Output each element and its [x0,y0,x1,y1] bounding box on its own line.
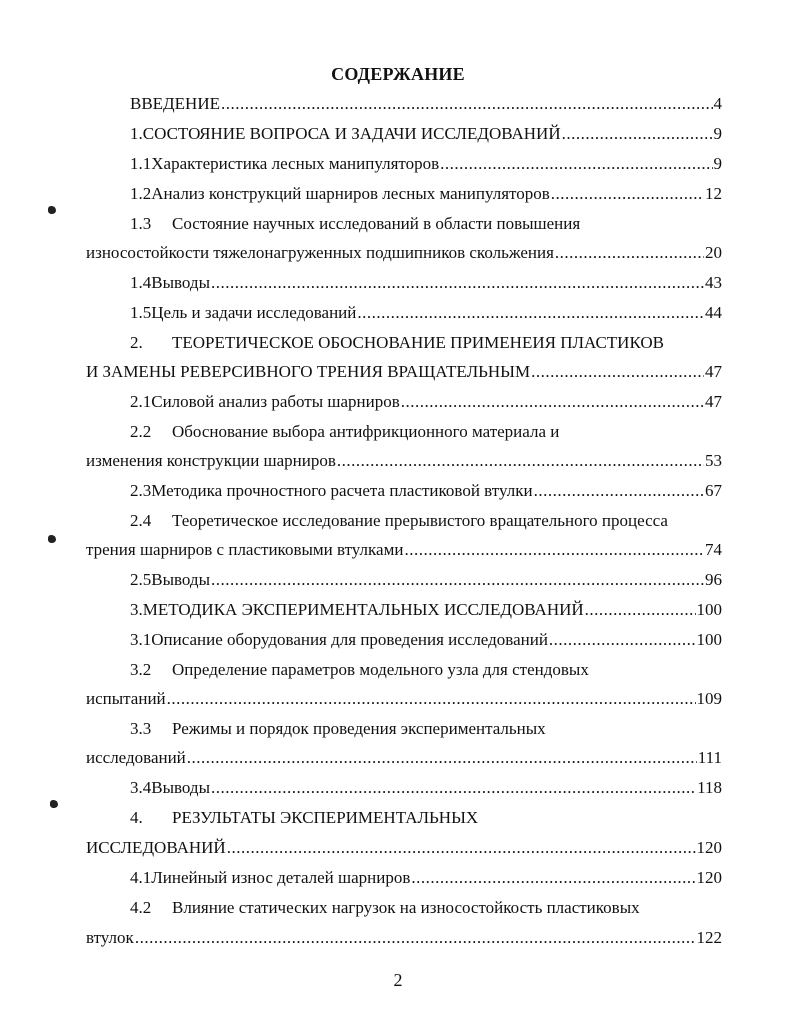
toc-entry-number: 3.1 [130,630,152,649]
leader-dots [411,868,695,888]
leader-dots [404,540,704,560]
toc-entry-text: Линейный износ деталей шарниров [151,868,411,887]
toc-entry-page: 120 [696,868,722,887]
toc-entry-number: 3.3 [130,719,152,738]
toc-entry-number: 1. [130,124,143,143]
leader-dots [534,481,704,501]
leader-dots [531,362,704,382]
toc-entry-page: 12 [705,184,722,203]
toc-entry-page: 100 [696,630,722,649]
toc-entry[interactable] [130,124,722,144]
toc-entry[interactable] [130,214,580,234]
toc-entry-text: Теоретическое исследование прерывистого вращательного процесса [172,511,668,530]
toc-entry-text: Методика прочностного расчета пластиковой втулки [151,481,533,500]
toc-entry-text: Характеристика лесных манипуляторов [151,154,440,173]
toc-entry-number: 1.1 [130,154,152,173]
toc-entry-page: 47 [705,392,722,411]
toc-entry-text: Выводы [151,778,211,797]
toc-entry-number: 2. [130,333,143,352]
toc-entry-text: РЕЗУЛЬТАТЫ ЭКСПЕРИМЕНТАЛЬНЫХ [172,808,479,827]
toc-entry-text: Силовой анализ работы шарниров [151,392,400,411]
toc-entry-page: 43 [705,273,722,292]
toc-entry-text: Влияние статических нагрузок на износостойкость пластиковых [172,898,640,917]
toc-entry-number: 4.2 [130,898,152,917]
toc-entry-text: ТЕОРЕТИЧЕСКОЕ ОБОСНОВАНИЕ ПРИМЕНЕИЯ ПЛАСТИКОВ [172,333,664,352]
toc-entry[interactable] [130,868,722,888]
toc-entry-continuation[interactable] [86,689,722,709]
toc-entry-page: 118 [697,778,722,797]
page-number: 2 [393,970,403,990]
toc-entry[interactable] [130,333,664,353]
toc-entry-text: Режимы и порядок проведения экспериментальных [172,719,546,738]
toc-entry-page: 109 [696,689,722,708]
toc-entry-number: 2.2 [130,422,152,441]
toc-entry-text: исследований [86,748,186,767]
leader-dots [211,273,704,293]
toc-entry-text: Анализ конструкций шарниров лесных манипуляторов [151,184,550,203]
toc-entry[interactable] [130,184,722,204]
toc-entry-continuation[interactable] [86,748,722,768]
toc-entry-text: Выводы [151,273,211,292]
toc-entry-number: 1.3 [130,214,152,233]
leader-dots [551,184,704,204]
toc-entry[interactable] [130,94,722,114]
toc-entry[interactable] [130,481,722,501]
toc-entry-number: 1.4 [130,273,152,292]
toc-entry-text: изменения конструкции шарниров [86,451,336,470]
toc-entry-page: 4 [713,94,722,113]
toc-entry-text: износостойкости тяжелонагруженных подшипников скольжения [86,243,554,262]
toc-entry[interactable] [130,630,722,650]
leader-dots [211,570,704,590]
scan-speck [48,535,56,543]
toc-entry-text: Описание оборудования для проведения исследований [151,630,548,649]
toc-entry-continuation[interactable] [86,451,722,471]
toc-entry-page: 96 [705,570,722,589]
leader-dots [337,451,704,471]
toc-entry[interactable] [130,719,546,739]
toc-entry[interactable] [130,570,722,590]
toc-entry-page: 100 [696,600,722,619]
toc-entry[interactable] [130,511,668,531]
toc-entry-number: 2.1 [130,392,152,411]
toc-entry-continuation[interactable] [86,243,722,263]
leader-dots [167,689,696,709]
toc-entry-page: 53 [705,451,722,470]
toc-entry[interactable] [130,154,722,174]
toc-entry-number: 1.2 [130,184,152,203]
toc-entry[interactable] [130,600,722,620]
toc-entry-text: Состояние научных исследований в области повышения [172,214,581,233]
toc-entry-page: 120 [696,838,722,857]
leader-dots [211,778,696,798]
toc-title: СОДЕРЖАНИЕ [331,64,465,84]
toc-entry-text: Обоснование выбора антифрикционного материала и [172,422,560,441]
leader-dots [357,303,704,323]
leader-dots [135,928,696,948]
scan-speck [50,800,58,808]
toc-entry-continuation[interactable] [86,540,722,560]
toc-entry-page: 9 [713,154,722,173]
toc-entry-number: 3.2 [130,660,152,679]
toc-entry-number: 4. [130,808,143,827]
toc-entry-number: 2.5 [130,570,152,589]
toc-entry[interactable] [130,273,722,293]
toc-entry-text: ИССЛЕДОВАНИЙ [86,838,226,857]
leader-dots [549,630,696,650]
toc-entry-page: 74 [705,540,722,559]
toc-entry-text: Цель и задачи исследований [151,303,357,322]
toc-entry-page: 47 [705,362,722,381]
toc-entry-number: 3. [130,600,143,619]
toc-entry-continuation[interactable] [86,362,722,382]
toc-entry-number: 1.5 [130,303,152,322]
toc-entry-number: 2.4 [130,511,152,530]
leader-dots [221,94,713,114]
toc-entry-continuation[interactable] [86,928,722,948]
toc-entry[interactable] [130,392,722,412]
toc-entry-number: 3.4 [130,778,152,797]
toc-entry-number: 4.1 [130,868,152,887]
leader-dots [227,838,696,858]
toc-entry-text: втулок [86,928,134,947]
toc-entry-text: Определение параметров модельного узла для стендовых [172,660,589,679]
toc-entry-number: 2.3 [130,481,152,500]
toc-entry-page: 111 [697,748,722,767]
toc-entry-text: испытаний [86,689,166,708]
toc-entry-page: 122 [696,928,722,947]
toc-entry[interactable] [130,422,559,442]
toc-entry[interactable] [130,898,640,918]
leader-dots [562,124,713,144]
leader-dots [555,243,704,263]
toc-entry-page: 44 [705,303,722,322]
toc-entry-page: 67 [705,481,722,500]
toc-entry-continuation[interactable] [86,838,722,858]
toc-entry[interactable] [130,778,722,798]
toc-entry-page: 9 [713,124,722,143]
toc-entry-text: СОСТОЯНИЕ ВОПРОСА И ЗАДАЧИ ИССЛЕДОВАНИЙ [142,124,561,143]
toc-entry-text: трения шарниров с пластиковыми втулками [86,540,404,559]
leader-dots [440,154,712,174]
toc-entry-page: 20 [705,243,722,262]
toc-entry[interactable] [130,660,589,680]
toc-entry[interactable] [130,303,722,323]
leader-dots [585,600,696,620]
toc-entry-text: МЕТОДИКА ЭКСПЕРИМЕНТАЛЬНЫХ ИССЛЕДОВАНИЙ [142,600,584,619]
scan-speck [48,206,56,214]
toc-entry[interactable] [130,808,478,828]
toc-entry-text: ВВЕДЕНИЕ [130,94,220,113]
leader-dots [401,392,704,412]
toc-entry-text: Выводы [151,570,211,589]
toc-entry-text: И ЗАМЕНЫ РЕВЕРСИВНОГО ТРЕНИЯ ВРАЩАТЕЛЬНЫМ [86,362,531,381]
leader-dots [187,748,697,768]
